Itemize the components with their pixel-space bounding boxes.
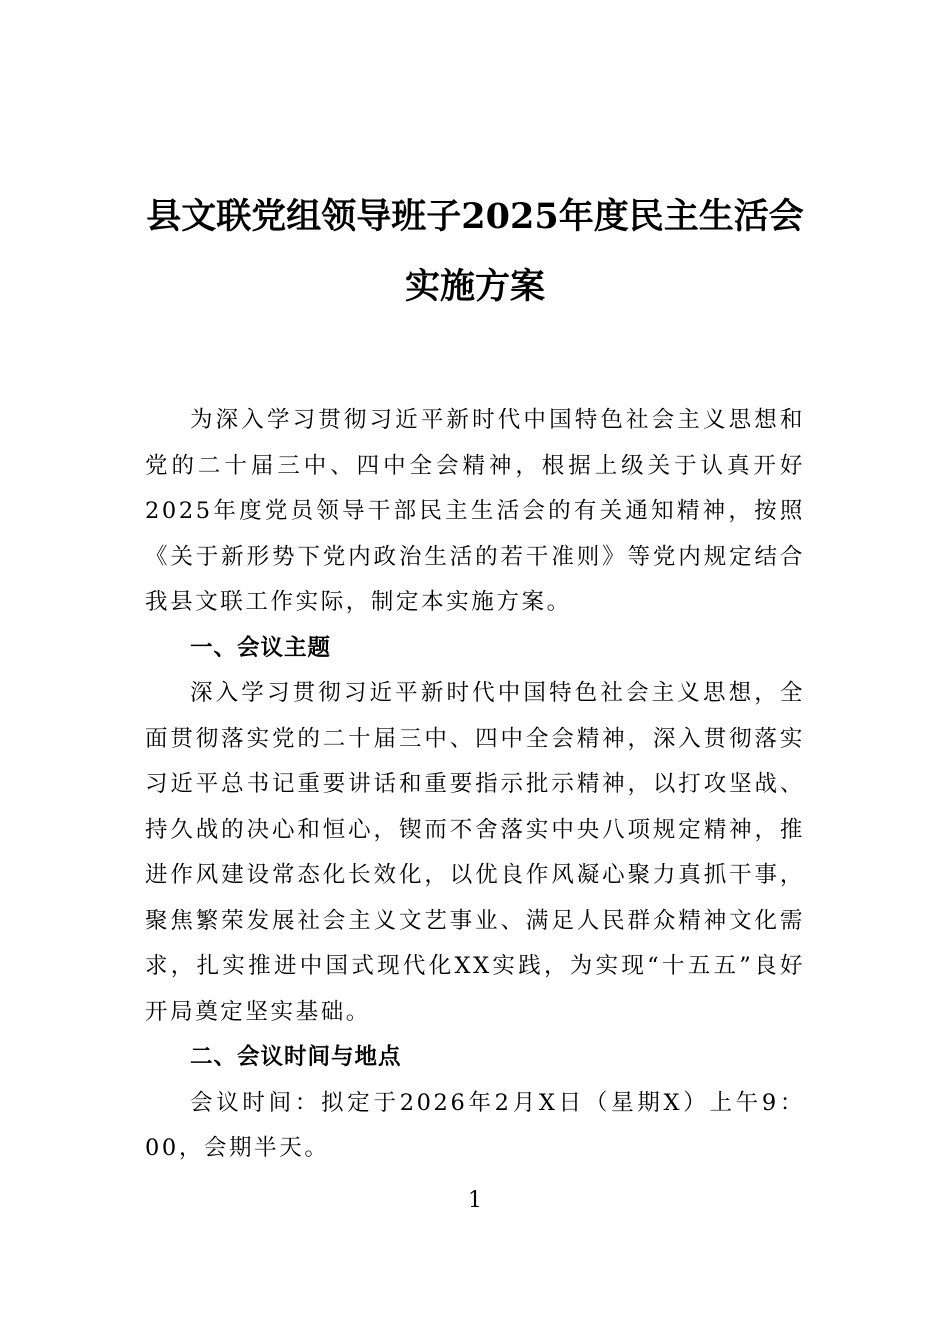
document-title: 县文联党组领导班子2025年度民主生活会 bbox=[146, 196, 804, 237]
section-heading-theme: 一、会议主题 bbox=[190, 634, 332, 661]
document-body bbox=[145, 398, 805, 1172]
theme-paragraph: 深入学习贯彻习近平新时代中国特色社会主义思想，全面贯彻落实党的二十届三中、四中全会精神，深入贯彻落实习近平总书记重要讲话和重要指示批示精神，以打攻坚战、持久战的决心和恒心，锲而不舍落实中央八项规定精神，推进作风建设常态化长效化，以优良作风凝心聚力真抓干事，聚焦繁荣发展社会主义文艺事业、满足人民群众精神文化需求，扎实推进中国式现代化XX实践，为实现“十五五”良好开局奠定坚实基础。 bbox=[145, 680, 805, 1025]
page-number: 1 bbox=[468, 1188, 482, 1213]
time-paragraph: 会议时间：拟定于2026年2月X日（星期X）上午9：00，会期半天。 bbox=[145, 1089, 805, 1161]
section-heading-time-place: 二、会议时间与地点 bbox=[190, 1044, 402, 1070]
intro-paragraph: 为深入学习贯彻习近平新时代中国特色社会主义思想和党的二十届三中、四中全会精神，根据上级关于认真开好2025年度党员领导干部民主生活会的有关通知精神，按照《关于新形势下党内政治生活的若干准则》等党内规定结合我县文联工作实际，制定本实施方案。 bbox=[145, 407, 805, 615]
document-subtitle: 实施方案 bbox=[404, 266, 545, 307]
